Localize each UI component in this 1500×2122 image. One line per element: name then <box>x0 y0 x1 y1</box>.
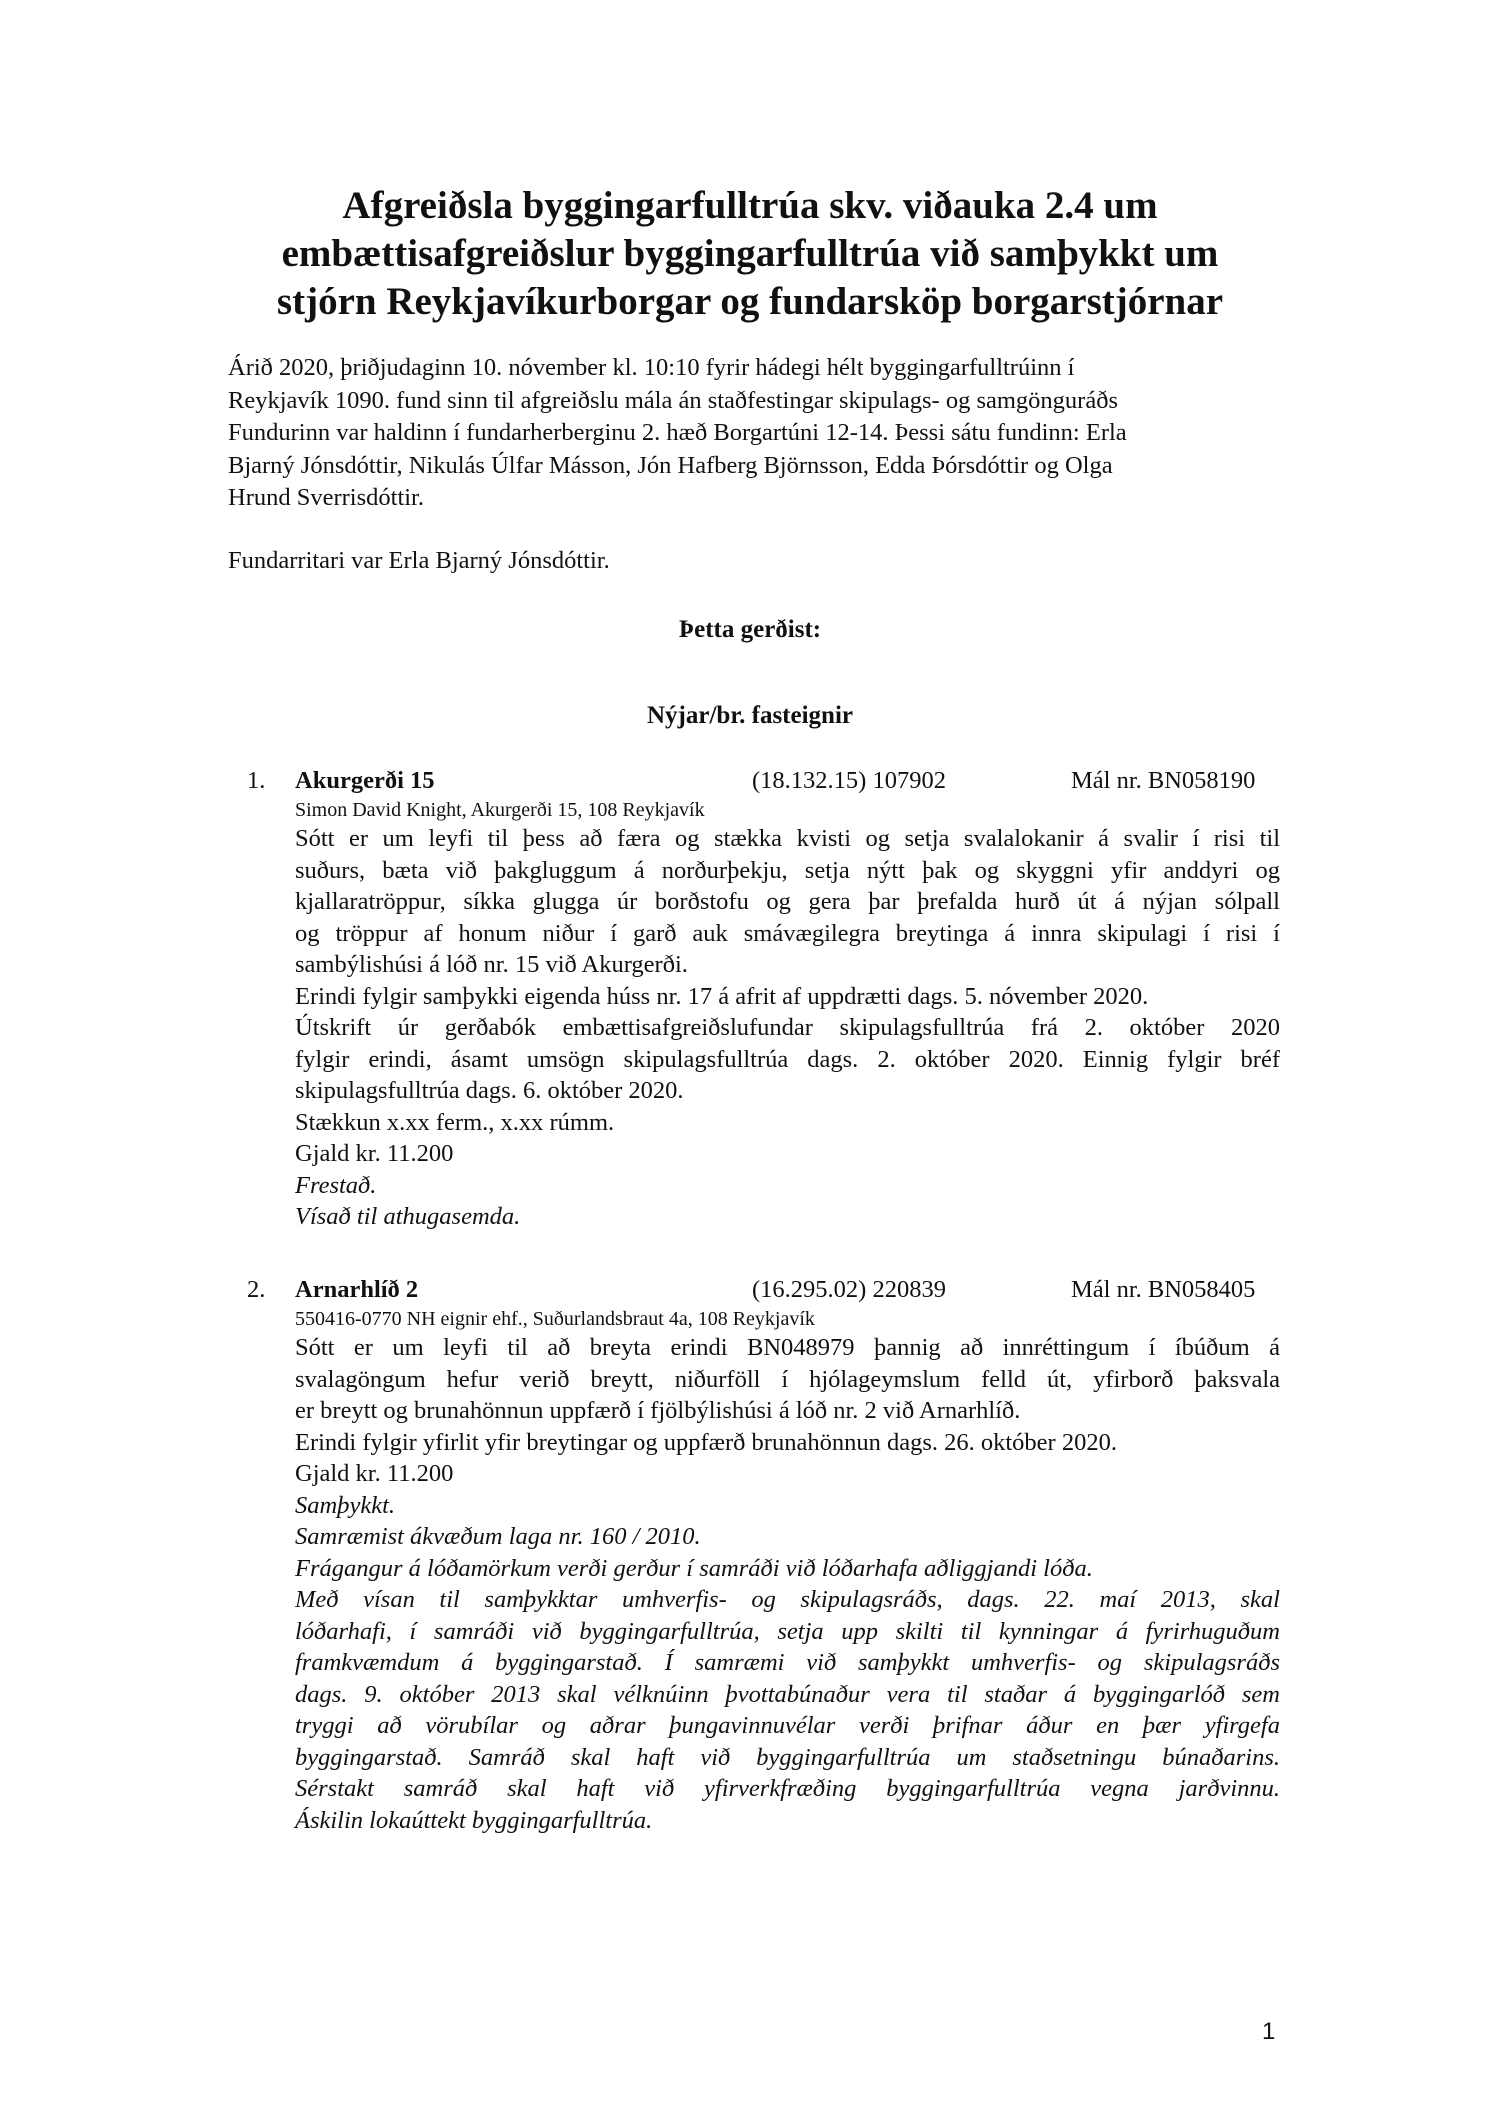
case-reference: Mál nr. BN058405 <box>1071 1276 1256 1303</box>
title-line: embættisafgreiðslur byggingarfulltrúa við samþykkt um <box>281 232 1219 275</box>
decision-line: Með vísan til samþykktar umhverfis- og skipulagsráðs, dags. 22. maí 2013, skal <box>295 1586 1280 1613</box>
decision-line: Frágangur á lóðamörkum verði gerður í samráði við lóðarhafa aðliggjandi lóða. <box>295 1554 1093 1582</box>
decision-line: lóðarhafi, í samráði við byggingarfulltrúa, setja upp skilti til kynningar á fyrirhuguðum <box>295 1617 1280 1645</box>
decision-line: Frestað. <box>295 1171 377 1199</box>
case-reference: Mál nr. BN058190 <box>1071 767 1256 794</box>
body-line: kjallaratröppur, síkka glugga úr borðstofu og gera þar þrefalda hurð út á nýjan sólpall <box>295 888 1280 915</box>
document-title <box>180 182 1320 326</box>
decision-line: dags. 9. október 2013 skal vélknúinn þvottabúnaður vera til staðar á byggingarlóð sem <box>295 1680 1280 1708</box>
body-line: og tröppur af honum niður í garð auk smávægilegra breytinga á innra skipulagi í risi í <box>295 919 1280 947</box>
title-line: stjórn Reykjavíkurborgar og fundarsköp borgarstjórnar <box>276 280 1224 323</box>
case-owner: 550416-0770 NH eignir ehf., Suðurlandsbraut 4a, 108 Reykjavík <box>295 1308 815 1330</box>
meeting-intro <box>228 352 1288 515</box>
body-line: Erindi fylgir yfirlit yfir breytingar og uppfærð brunahönnun dags. 26. október 2020. <box>295 1428 1117 1456</box>
intro-line: Reykjavík 1090. fund sinn til afgreiðslu mála án staðfestingar skipulags- og samgönguráðs <box>228 386 1119 414</box>
case-item-2 <box>0 1274 1500 1836</box>
case-body <box>295 1332 1280 1836</box>
intro-line: Hrund Sverrisdóttir. <box>228 484 424 511</box>
body-line: svalagöngum hefur verið breytt, niðurföll í hjólageymslum felld út, yfirborð þaksvala <box>295 1365 1280 1393</box>
case-header <box>0 765 1500 797</box>
case-owner: Simon David Knight, Akurgerði 15, 108 Reykjavík <box>295 799 705 821</box>
decision-line: byggingarstað. Samráð skal haft við byggingarfulltrúa um staðsetningu búnaðarins. <box>295 1743 1280 1771</box>
case-address: Akurgerði 15 <box>295 767 435 794</box>
category-heading: Nýjar/br. fasteignir <box>647 702 853 729</box>
body-line: er breytt og brunahönnun uppfærð í fjölbýlishúsi á lóð nr. 2 við Arnarhlíð. <box>295 1397 1021 1424</box>
body-line: Erindi fylgir samþykki eigenda húss nr. 17 á afrit af uppdrætti dags. 5. nóvember 2020. <box>295 982 1149 1010</box>
body-line: Stækkun x.xx ferm., x.xx rúmm. <box>295 1108 615 1136</box>
page-number: 1 <box>1262 2018 1276 2045</box>
body-line: Gjald kr. 11.200 <box>295 1460 454 1487</box>
body-line: Útskrift úr gerðabók embættisafgreiðslufundar skipulagsfulltrúa frá 2. október 2020 <box>295 1014 1280 1041</box>
body-line: Sótt er um leyfi til að breyta erindi BN048979 þannig að innréttingum í íbúðum á <box>295 1334 1280 1361</box>
body-line: skipulagsfulltrúa dags. 6. október 2020. <box>295 1077 684 1104</box>
body-line: Gjald kr. 11.200 <box>295 1140 454 1167</box>
intro-line: Bjarný Jónsdóttir, Nikulás Úlfar Másson, Jón Hafberg Björnsson, Edda Þórsdóttir og Olga <box>228 451 1113 479</box>
section-heading: Þetta gerðist: <box>678 616 822 643</box>
decision-line: Samræmist ákvæðum laga nr. 160 / 2010. <box>295 1523 701 1550</box>
body-line: Sótt er um leyfi til þess að færa og stækka kvisti og setja svalalokanir á svalir í risi til <box>295 825 1280 852</box>
body-line: sambýlishúsi á lóð nr. 15 við Akurgerði. <box>295 951 688 978</box>
meeting-recorder: Fundarritari var Erla Bjarný Jónsdóttir. <box>228 547 610 574</box>
case-number: 2. <box>247 1276 266 1303</box>
intro-line: Árið 2020, þriðjudaginn 10. nóvember kl. 10:10 fyrir hádegi hélt byggingarfulltrúinn í <box>228 354 1075 381</box>
case-item-1 <box>0 765 1500 1233</box>
case-body <box>295 823 1280 1233</box>
intro-line: Fundurinn var haldinn í fundarherberginu 2. hæð Borgartúni 12-14. Þessi sátu fundinn: Erla <box>228 419 1127 446</box>
body-line: suðurs, bæta við þakgluggum á norðurþekju, setja nýtt þak og skyggni yfir anddyri og <box>295 856 1280 884</box>
body-line: fylgir erindi, ásamt umsögn skipulagsfulltrúa dags. 2. október 2020. Einnig fylgir bréf <box>295 1045 1280 1073</box>
land-id: (18.132.15) 107902 <box>752 767 946 794</box>
case-header <box>0 1274 1500 1306</box>
decision-line: Vísað til athugasemda. <box>295 1203 521 1230</box>
decision-line: Samþykkt. <box>295 1491 395 1519</box>
decision-line: Sérstakt samráð skal haft við yfirverkfræðing byggingarfulltrúa vegna jarðvinnu. <box>295 1775 1280 1802</box>
decision-line: Áskilin lokaúttekt byggingarfulltrúa. <box>295 1806 653 1834</box>
land-id: (16.295.02) 220839 <box>752 1276 946 1303</box>
case-address: Arnarhlíð 2 <box>295 1276 419 1303</box>
title-line: Afgreiðsla byggingarfulltrúa skv. viðauka 2.4 um <box>342 184 1158 227</box>
decision-line: framkvæmdum á byggingarstað. Í samræmi við samþykkt umhverfis- og skipulagsráðs <box>295 1649 1280 1676</box>
decision-line: tryggi að vörubílar og aðrar þungavinnuvélar verði þrifnar áður en þær yfirgefa <box>295 1712 1280 1739</box>
case-number: 1. <box>247 767 266 794</box>
